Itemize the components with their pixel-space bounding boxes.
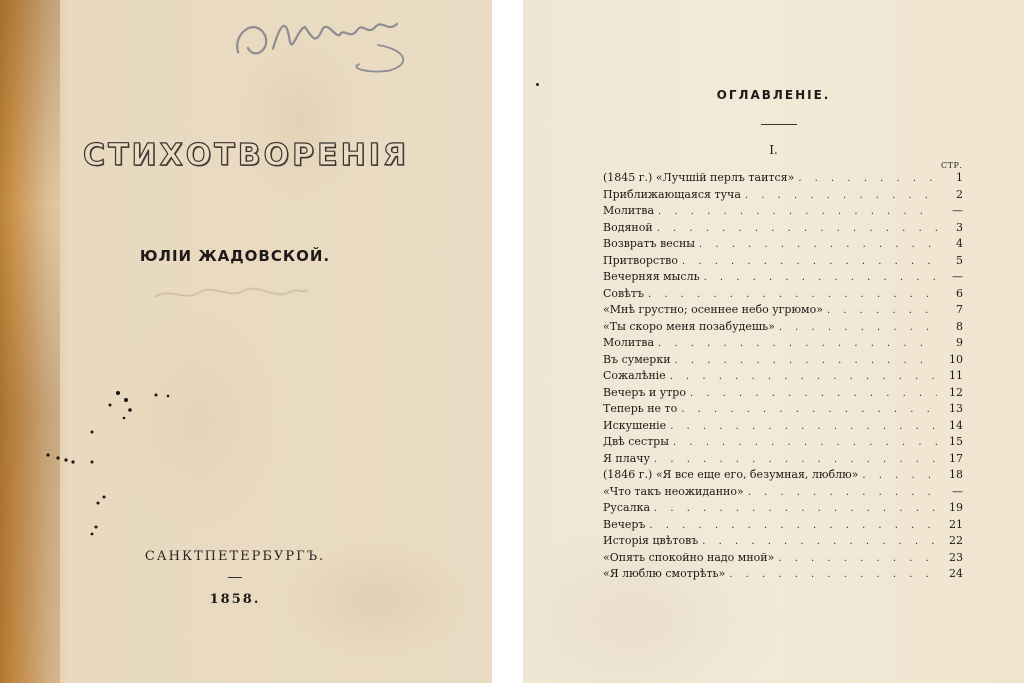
contents-entry [603,419,963,436]
author-name: ЮЛІИ ЖАДОВСКОЙ. [139,247,331,265]
entry-title: «Что такъ неожиданно» [603,484,744,498]
contents-entry [603,303,963,320]
entry-title: «Я люблю смотрѣть» [603,567,726,580]
entry-page-number: 2 [956,187,963,201]
ink-spot [536,83,539,86]
entry-page-number: 19 [949,501,963,514]
entry-page-number: 22 [949,534,963,547]
entry-page-number: 1 [956,171,963,184]
entry-title: Притворство [603,253,678,267]
entry-page-number: 18 [949,468,963,481]
publication-city: САНКТПЕТЕРБУРГЪ. [144,549,326,564]
entry-page-number: 14 [949,418,963,432]
entry-title: «Ты скоро меня позабудешь» [603,319,775,333]
contents-entry [603,551,963,568]
dot-leader [658,338,937,349]
dot-leader [670,421,937,432]
entry-title: Въ сумерки [603,352,671,366]
entry-page-number: 7 [956,303,963,316]
entry-page-number: 10 [949,352,963,366]
contents-entry [603,254,963,271]
dot-leader [748,487,937,498]
entry-title: «Опять спокойно надо мной» [603,550,775,564]
dot-leader [648,289,937,300]
contents-entry [603,567,963,584]
dot-leader [702,536,937,547]
dot-leader [745,190,937,201]
contents-entry [603,534,963,551]
entry-page-number: 8 [956,319,963,333]
contents-heading: ОГЛАВЛЕНІЕ. [716,88,831,102]
contents-entry [603,402,963,419]
dot-leader [778,553,937,564]
entry-page-number: 5 [956,253,963,267]
entry-page-number: 12 [949,385,963,399]
dot-leader [779,322,937,333]
dot-leader [729,569,937,580]
dot-leader [682,256,937,267]
dot-leader [798,173,937,184]
contents-entry [603,386,963,403]
entry-title: Русалка [603,501,651,514]
entry-page-number: 13 [949,402,963,415]
entry-title: Двѣ сестры [603,435,669,448]
contents-entry [603,518,963,535]
entry-title: Искушеніе [603,418,667,432]
entry-title: Я плачу [603,451,651,465]
entry-title: (1845 г.) «Лучшій перлъ таится» [603,171,795,184]
entry-title: (1846 г.) «Я все еще его, безумная, люблю» [603,468,859,481]
entry-page-number: 17 [949,451,963,465]
worm-holes [0,0,200,560]
contents-entry [603,287,963,304]
entry-page-number: — [952,204,963,217]
entry-title: Молитва [603,204,655,217]
contents-entry [603,336,963,353]
contents-entry [603,221,963,238]
entry-page-number: — [952,270,963,283]
entry-page-number: 9 [956,336,963,349]
contents-entry [603,435,963,452]
heading-rule [761,124,797,125]
contents-entry [603,270,963,287]
dot-leader [657,223,937,234]
dot-leader [699,239,937,250]
entry-page-number: 15 [949,435,963,448]
entry-title: Вечерняя мысль [603,270,700,283]
dot-leader [681,404,937,415]
entry-page-number: 11 [949,369,963,382]
dot-leader [827,305,937,316]
section-number: I. [769,143,778,157]
contents-entry [603,452,963,469]
entry-page-number: 23 [949,550,963,564]
entry-page-number: 3 [956,220,963,234]
handwritten-signature [226,3,420,92]
publication-year: 1858. [209,592,261,607]
entry-title: Теперь не то [603,402,678,415]
entry-page-number: 6 [956,286,963,300]
entry-title: Исторія цвѣтовъ [603,534,699,547]
dot-leader [658,206,937,217]
dot-leader [675,355,937,366]
contents-entry [603,188,963,205]
dot-leader [649,520,937,531]
page-column-label: СТР. [941,161,963,170]
dot-leader [654,454,937,465]
contents-list [603,171,963,584]
entry-title: Сожалѣніе [603,369,666,382]
dot-leader [670,371,937,382]
entry-page-number: — [952,484,963,498]
contents-entry [603,204,963,221]
book-title: СТИХОТВОРЕНІЯ [83,138,409,173]
contents-page [523,0,1024,683]
entry-title: «Мнѣ грустно; осеннее небо угрюмо» [603,303,823,316]
entry-title: Совѣтъ [603,286,644,300]
dot-leader [862,470,937,481]
contents-entry [603,501,963,518]
dot-leader [704,272,937,283]
entry-title: Приближающаяся туча [603,187,741,201]
entry-title: Вечеръ [603,517,646,531]
entry-title: Возвратъ весны [603,237,696,250]
contents-entry [603,320,963,337]
contents-entry [603,468,963,485]
entry-page-number: 21 [949,517,963,531]
entry-page-number: 4 [956,237,963,250]
entry-title: Водяной [603,220,653,234]
entry-page-number: 24 [949,567,963,580]
contents-entry [603,485,963,502]
title-page [0,0,492,683]
contents-entry [603,369,963,386]
contents-entry [603,171,963,188]
dot-leader [673,437,937,448]
dot-leader [690,388,937,399]
dot-leader [654,503,937,514]
contents-entry [603,237,963,254]
entry-title: Молитва [603,336,655,349]
entry-title: Вечеръ и утро [603,385,686,399]
divider [228,577,242,578]
contents-entry [603,353,963,370]
